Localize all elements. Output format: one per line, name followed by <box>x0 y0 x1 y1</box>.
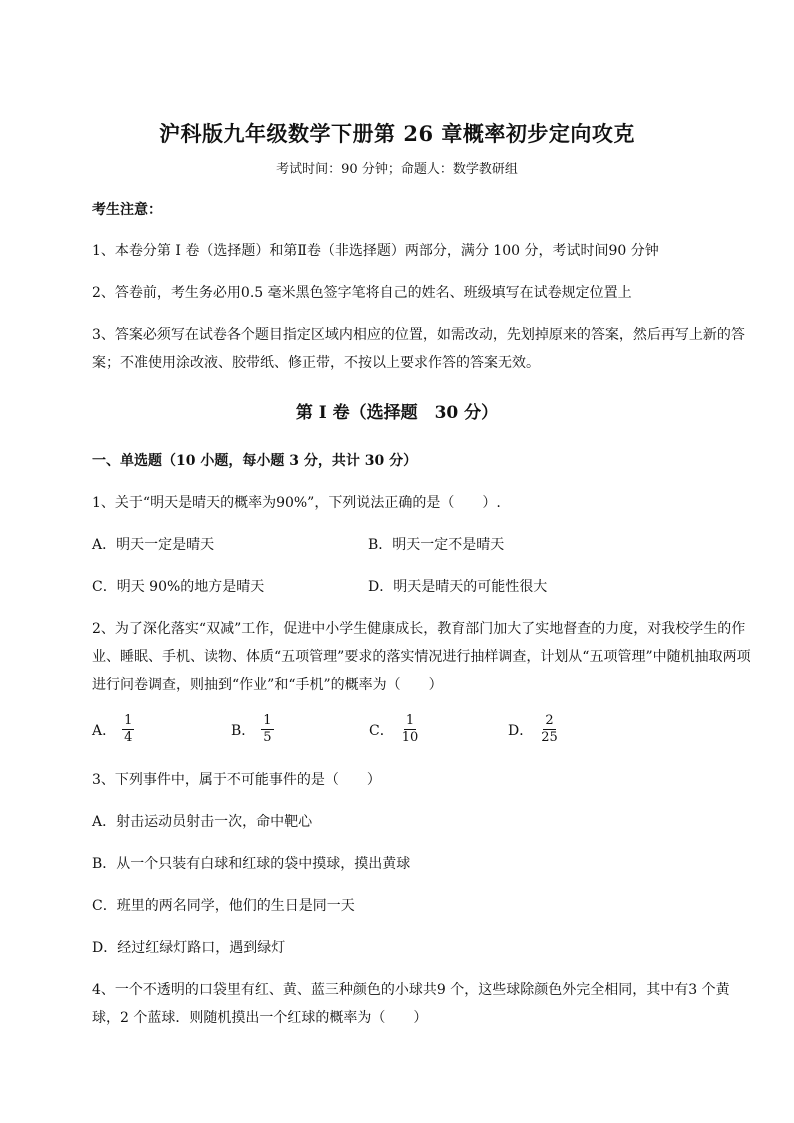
fraction-numerator: 1 <box>263 713 272 728</box>
question-1-option-b: B．明天一定不是晴天 <box>368 537 505 553</box>
question-3-option-d: D．经过红绿灯路口，遇到绿灯 <box>92 940 286 956</box>
question-1-option-a: A．明天一定是晴天 <box>92 537 215 553</box>
fraction <box>539 713 560 746</box>
question-2-option-b <box>231 713 274 746</box>
notice-heading: 考生注意： <box>92 202 162 218</box>
question-3-stem: 3、下列事件中，属于不可能事件的是（ ） <box>92 772 381 788</box>
question-3-option-b: B．从一个只装有白球和红球的袋中摸球，摸出黄球 <box>92 856 411 872</box>
question-3-option-c: C．班里的两名同学，他们的生日是同一天 <box>92 898 355 914</box>
fraction-numerator: 1 <box>124 713 133 728</box>
fraction-numerator: 2 <box>545 713 554 728</box>
fraction-denominator: 5 <box>263 730 272 745</box>
question-2-option-d <box>508 713 560 746</box>
question-2-stem: 2、为了深化落实“双减”工作，促进中小学生健康成长，教育部门加大了实地督查的力度，对我校学生的作业、睡眠、手机、读物、体质“五项管理”要求的落实情况进行抽样调查，计划从“五项管理”中随机抽取两项进行问卷调查，则抽到“作业”和“手机”的概率为（ ） <box>92 621 751 693</box>
fraction-numerator: 1 <box>405 713 415 728</box>
section-title: 第 I 卷（选择题 30 分） <box>295 403 499 423</box>
option-label: D． <box>508 722 534 739</box>
option-label: B． <box>231 722 256 739</box>
question-4-stem: 4、一个不透明的口袋里有红、黄、蓝三种颜色的小球共9 个，这些球除颜色外完全相同，其中有3 个黄球，2 个蓝球．则随机摸出一个红球的概率为（ ） <box>92 982 730 1026</box>
notice-item-2: 2、答卷前，考生务必用0.5 毫米黑色签字笔将自己的姓名、班级填写在试卷规定位置上 <box>92 285 632 301</box>
question-3-option-a: A．射击运动员射击一次，命中靶心 <box>92 814 313 830</box>
question-1-stem: 1、关于“明天是晴天的概率为90%”，下列说法正确的是（ ）. <box>92 495 501 511</box>
fraction <box>122 713 134 746</box>
question-2-option-c <box>369 713 420 746</box>
fraction-denominator: 4 <box>124 730 133 745</box>
question-1-option-d: D．明天是晴天的可能性很大 <box>368 579 548 595</box>
fraction <box>261 713 273 746</box>
option-label: C． <box>369 722 394 739</box>
fraction <box>400 713 421 746</box>
notice-item-1: 1、本卷分第 I 卷（选择题）和第Ⅱ卷（非选择题）两部分，满分 100 分，考试时间90 分钟 <box>92 243 659 259</box>
part-heading: 一、单选题（10 小题，每小题 3 分，共计 30 分） <box>92 453 418 469</box>
notice-item-3: 3、答案必须写在试卷各个题目指定区域内相应的位置，如需改动，先划掉原来的答案，然后再写上新的答案；不准使用涂改液、胶带纸、修正带，不按以上要求作答的答案无效。 <box>92 327 745 371</box>
exam-title: 沪科版九年级数学下册第 26 章概率初步定向攻克 <box>159 121 635 146</box>
question-1-option-c: C．明天 90%的地方是晴天 <box>92 579 265 595</box>
question-2-option-a <box>92 713 134 746</box>
exam-subtitle: 考试时间：90 分钟；命题人：数学教研组 <box>276 162 518 177</box>
fraction-denominator: 10 <box>401 730 419 745</box>
fraction-denominator: 25 <box>541 730 558 745</box>
option-label: A． <box>92 722 117 739</box>
